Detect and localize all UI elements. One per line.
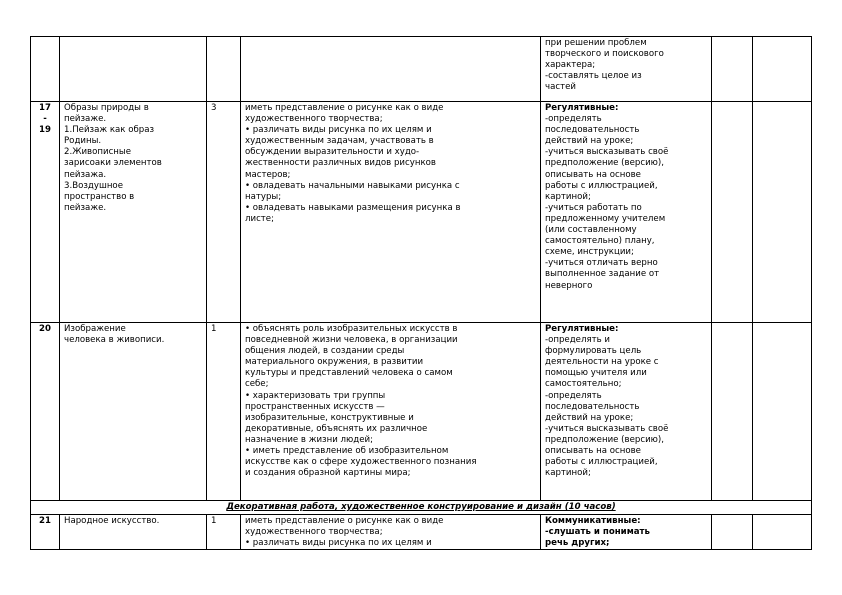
topic-line: пространство в (64, 191, 135, 202)
uud-cell (541, 37, 712, 102)
uud-line: -учиться высказывать своё (545, 423, 669, 434)
uud-line: (или составленному (545, 225, 637, 236)
lesson-number-cell (31, 102, 60, 323)
uud-line: неверного (545, 280, 593, 291)
content-line: декоративные, объяснять их различное (245, 423, 428, 434)
date-plan-cell (712, 323, 753, 501)
uud-line: частей (545, 82, 576, 93)
uud-line: действий на уроке; (545, 136, 634, 147)
uud-line: -определять и (545, 335, 610, 346)
lesson-number: - (43, 114, 47, 125)
uud-line: -определять (545, 114, 602, 125)
uud-title: Регулятивные: (545, 103, 619, 113)
uud-line: действий на уроке; (545, 412, 634, 423)
table-row (31, 102, 812, 323)
hours-cell: 1 (207, 323, 241, 501)
uud-line: характера; (545, 60, 596, 71)
uud-line: предложенному учителем (545, 213, 666, 224)
content-line: общения людей, в создании среды (245, 346, 405, 357)
content-line: и создания образной картины мира; (245, 468, 411, 479)
lesson-number: 19 (39, 125, 51, 136)
content-line: себе; (245, 379, 269, 390)
uud-line: при решении проблем (545, 38, 647, 48)
uud-line: -определять (545, 390, 602, 401)
date-plan-cell (712, 37, 753, 102)
uud-line: предположение (версию), (545, 434, 664, 445)
topic-cell (60, 515, 207, 550)
content-line: жественности различных видов рисунков (245, 158, 436, 169)
table-row (31, 323, 812, 501)
hours-cell: 1 (207, 515, 241, 550)
date-fact-cell (753, 102, 812, 323)
content-line: • объяснять роль изобразительных искусств в (245, 324, 458, 334)
uud-line: работы с иллюстрацией, (545, 457, 658, 468)
uud-cell (541, 102, 712, 323)
uud-line: описывать на основе (545, 446, 641, 457)
content-line: • характеризовать три группы (245, 390, 386, 401)
topic-cell (60, 102, 207, 323)
uud-line: работы с иллюстрацией, (545, 180, 658, 191)
content-line: художественным задачам, участвовать в (245, 136, 434, 147)
uud-cell (541, 323, 712, 501)
topic-line: Народное искусство. (64, 516, 160, 527)
topic-line: 2.Живописные (64, 147, 131, 158)
uud-line: последовательность (545, 401, 640, 412)
lesson-number: 21 (39, 516, 51, 527)
content-line: искусстве как о сфере художественного познания (245, 457, 477, 468)
uud-title: Коммуникативные: (545, 516, 641, 527)
date-plan-cell (712, 515, 753, 550)
topic-line: пейзаже. (64, 202, 107, 213)
content-line: иметь представление о рисунке как о виде (245, 103, 444, 113)
content-line: мастеров; (245, 169, 291, 180)
topic-line: 1.Пейзаж как образ (64, 125, 155, 136)
uud-line: -учиться отличать верно (545, 258, 658, 269)
uud-line: схеме, инструкции; (545, 247, 634, 258)
uud-line: выполненное задание от (545, 269, 660, 280)
topic-line: Родины. (64, 136, 102, 147)
topic-line: пейзажа. (64, 169, 107, 180)
content-line: повседневной жизни человека, в организации (245, 335, 458, 346)
uud-line: формулировать цель (545, 346, 642, 357)
content-line: • различать виды рисунка по их целям и (245, 125, 432, 136)
uud-line: последовательность (545, 125, 640, 136)
lesson-plan-table (30, 36, 812, 550)
topic-line: зарисоаки элементов (64, 158, 162, 169)
content-line: • овладевать навыками размещения рисунка в (245, 202, 461, 213)
topic-line: Изображение (64, 324, 126, 334)
table-row (31, 37, 812, 102)
lesson-number: 20 (39, 324, 51, 334)
topic-line: человека в живописи. (64, 335, 165, 346)
uud-line: -слушать и понимать (545, 527, 650, 538)
uud-title: Регулятивные: (545, 324, 619, 334)
content-line: • иметь представление об изобразительном (245, 446, 449, 457)
section-title: Декоративная работа, художественное конструирование и дизайн (10 часов) (31, 501, 812, 515)
content-line: художественного творчества; (245, 114, 383, 125)
content-line: художественного творчества; (245, 527, 383, 538)
content-line: листе; (245, 213, 274, 224)
content-cell (241, 102, 541, 323)
section-row (31, 501, 812, 515)
content-line: изобразительные, конструктивные и (245, 412, 414, 423)
content-cell (241, 515, 541, 550)
hours-cell: 3 (207, 102, 241, 323)
uud-line: картиной; (545, 468, 591, 479)
content-line: • различать виды рисунка по их целям и (245, 538, 432, 549)
content-line: • овладевать начальными навыками рисунка с (245, 180, 460, 191)
date-fact-cell (753, 37, 812, 102)
date-fact-cell (753, 515, 812, 550)
uud-line: предположение (версию), (545, 158, 664, 169)
uud-line: творческого и поискового (545, 49, 664, 60)
content-line: пространственных искусств — (245, 401, 385, 412)
lesson-number-cell (31, 37, 60, 102)
hours-cell (207, 37, 241, 102)
uud-line: -учиться работать по (545, 202, 642, 213)
content-line: материального окружения, в развитии (245, 357, 424, 368)
uud-line: помощью учителя или (545, 368, 647, 379)
uud-line: самостоятельно; (545, 379, 622, 390)
topic-cell (60, 323, 207, 501)
uud-line: самостоятельно) плану, (545, 236, 655, 247)
content-line: натуры; (245, 191, 282, 202)
uud-cell (541, 515, 712, 550)
content-cell (241, 323, 541, 501)
content-line: обсуждении выразительности и худо- (245, 147, 420, 158)
date-plan-cell (712, 102, 753, 323)
content-line: иметь представление о рисунке как о виде (245, 516, 444, 527)
topic-line: 3.Воздушное (64, 180, 123, 191)
topic-cell (60, 37, 207, 102)
uud-line: -составлять целое из (545, 71, 642, 82)
lesson-number-cell (31, 323, 60, 501)
uud-line: описывать на основе (545, 169, 641, 180)
uud-line: деятельности на уроке с (545, 357, 659, 368)
content-line: культуры и представлений человека о самом (245, 368, 453, 379)
date-fact-cell (753, 323, 812, 501)
uud-line: -учиться высказывать своё (545, 147, 669, 158)
table-row (31, 515, 812, 550)
content-cell (241, 37, 541, 102)
content-line: назначение в жизни людей; (245, 434, 373, 445)
uud-line: речь других; (545, 538, 610, 549)
lesson-number-cell (31, 515, 60, 550)
topic-line: Образы природы в (64, 103, 149, 113)
uud-line: картиной; (545, 191, 591, 202)
topic-line: пейзаже. (64, 114, 107, 125)
lesson-number: 17 (39, 103, 51, 113)
